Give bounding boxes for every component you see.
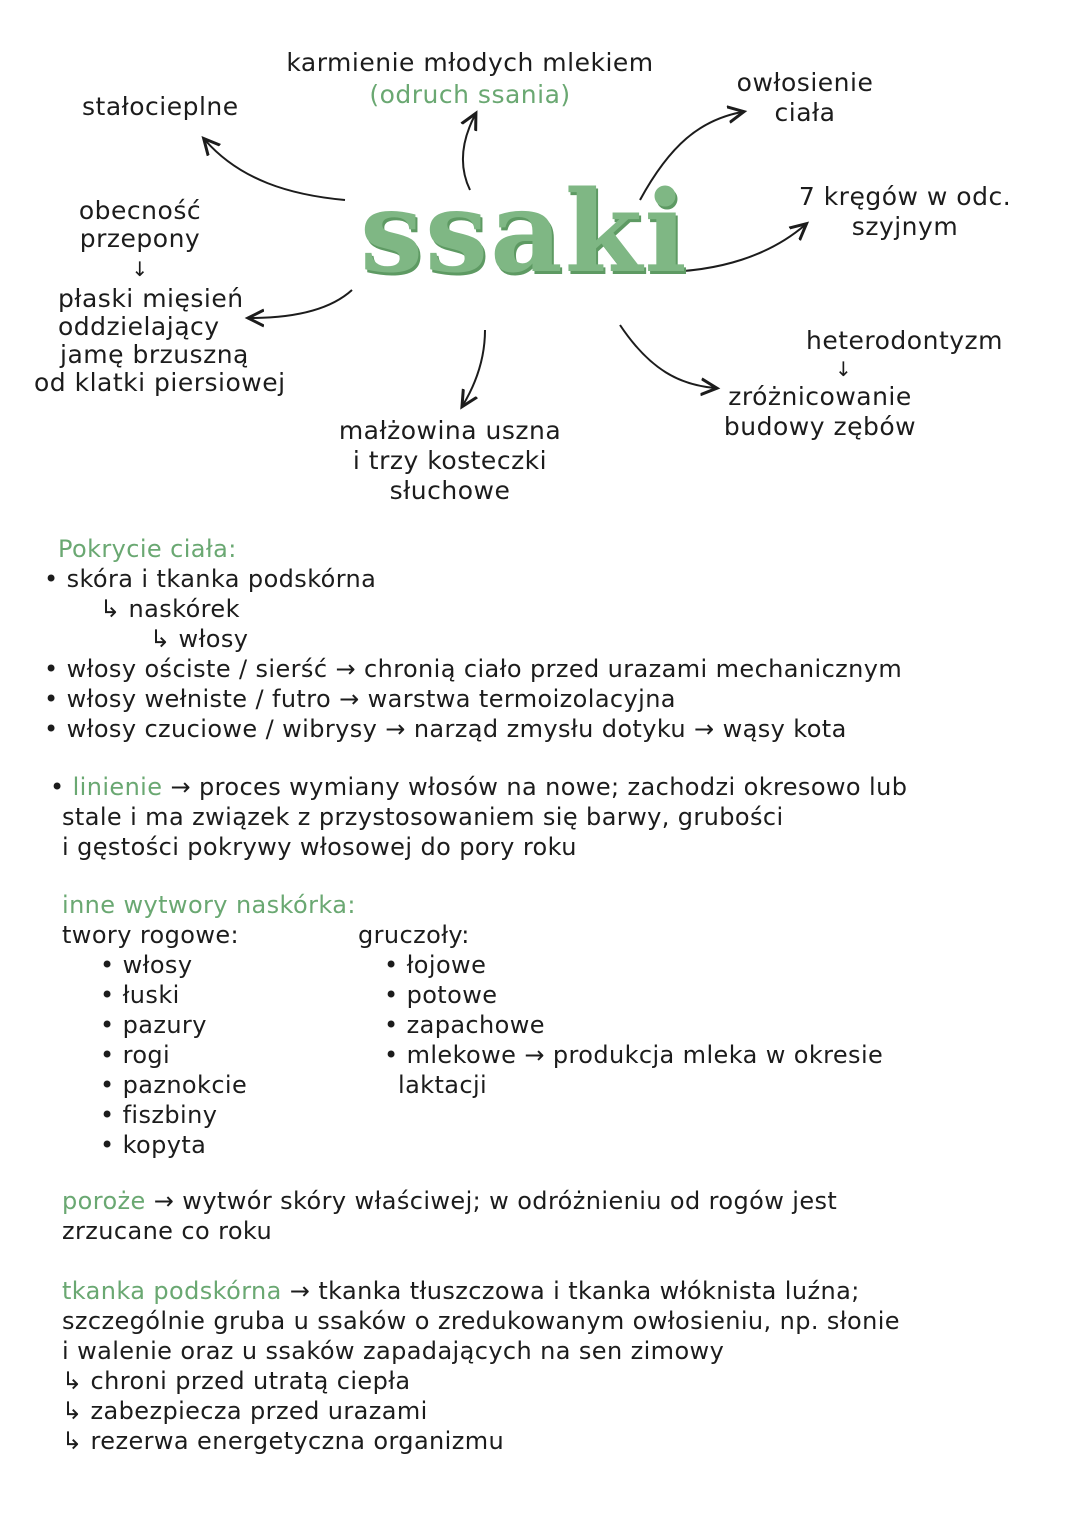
- mindmap-kregi-line2: szyjnym: [851, 212, 959, 241]
- twory-item: • fiszbiny: [100, 1101, 218, 1129]
- mindmap-karmienie: karmienie młodych mlekiem: [286, 48, 654, 77]
- tkanka-bullet-urazy: ↳ zabezpiecza przed urazami: [62, 1397, 428, 1425]
- mindmap-plaski-line4: od klatki piersiowej: [34, 368, 286, 397]
- poroze-line2: zrzucane co roku: [62, 1217, 273, 1245]
- linienie-line3: i gęstości pokrywy włosowej do pory roku: [62, 833, 577, 861]
- mindmap-obecnosc-arrow: ↓: [131, 257, 149, 281]
- twory-item: • pazury: [100, 1011, 207, 1039]
- twory-item: • rogi: [100, 1041, 171, 1069]
- mindmap-hetero-arrow: ↓: [835, 357, 853, 381]
- gruczoly-laktacji: laktacji: [398, 1071, 488, 1099]
- tkanka-line2: szczególnie gruba u ssaków o zredukowanym owłosieniu, np. słonie: [62, 1307, 900, 1335]
- gruczoly-item: • potowe: [384, 981, 498, 1009]
- mindmap-zroznicowanie-line2: budowy zębów: [723, 412, 917, 441]
- linienie-line1: • linienie → proces wymiany włosów na nowe; zachodzi okresowo lub: [50, 773, 908, 801]
- arrow-to-zroznicowanie: [620, 325, 715, 388]
- tkanka-bullet-cieplo: ↳ chroni przed utratą ciepła: [62, 1367, 411, 1395]
- poroze-term: poroże: [62, 1187, 146, 1215]
- gruczoly-heading: gruczoły:: [358, 921, 470, 949]
- pokrycie-line-osciste: • włosy ościste / sierść → chronią ciało przed urazami mechanicznym: [44, 655, 903, 683]
- linienie-term: linienie: [72, 773, 163, 801]
- mindmap-heterodontyzm: heterodontyzm: [806, 326, 1004, 355]
- mindmap-obecnosc-line1: obecność: [78, 196, 202, 225]
- mindmap-center-title: ssaki: [360, 167, 689, 298]
- twory-item: • kopyta: [100, 1131, 207, 1159]
- pokrycie-line-czuciowe: • włosy czuciowe / wibrysy → narząd zmysłu dotyku → wąsy kota: [44, 715, 847, 743]
- twory-rogowe-heading: twory rogowe:: [62, 921, 240, 949]
- linienie-line2: stale i ma związek z przystosowaniem się barwy, grubości: [62, 803, 784, 831]
- tkanka-bullet-rezerwa: ↳ rezerwa energetyczna organizmu: [62, 1427, 505, 1455]
- pokrycie-line-naskorek: ↳ naskórek: [100, 595, 240, 623]
- tkanka-term: tkanka podskórna: [62, 1277, 282, 1305]
- mindmap-plaski-line1: płaski mięsień: [58, 284, 244, 313]
- arrow-to-statocieplne: [205, 140, 345, 200]
- poroze-line1: [62, 1186, 837, 1216]
- mindmap-owlosienie-line2: ciała: [774, 98, 836, 127]
- mindmap-malzowina-line3: słuchowe: [389, 476, 511, 505]
- tkanka-line3: i walenie oraz u ssaków zapadających na sen zimowy: [62, 1337, 725, 1365]
- mindmap-owlosienie-line1: owłosienie: [736, 68, 874, 97]
- wytwory-heading: inne wytwory naskórka:: [62, 891, 356, 919]
- gruczoly-item: • zapachowe: [384, 1011, 545, 1039]
- gruczoly-item: • mlekowe → produkcja mleka w okresie: [384, 1041, 884, 1069]
- linienie-text1: → proces wymiany włosów na nowe; zachodzi okresowo lub: [162, 773, 908, 801]
- mindmap-odruch-ssania: (odruch ssania): [369, 80, 571, 109]
- mindmap-plaski-line2: oddzielający: [58, 312, 220, 341]
- poroze-text1: → wytwór skóry właściwej; w odróżnieniu od rogów jest: [145, 1187, 838, 1215]
- pokrycie-line-skora: • skóra i tkanka podskórna: [44, 565, 377, 593]
- mindmap-plaski-line3: jamę brzuszną: [60, 340, 249, 369]
- arrow-to-malzowina: [463, 330, 485, 405]
- twory-item: • paznokcie: [100, 1071, 248, 1099]
- twory-item: • łuski: [100, 981, 180, 1009]
- mindmap-zroznicowanie-line1: zróżnicowanie: [728, 382, 912, 411]
- mindmap-malzowina-line2: i trzy kosteczki: [352, 446, 548, 475]
- arrow-to-plaski: [250, 290, 352, 318]
- mindmap-stalocieplne: stałocieplne: [82, 92, 239, 121]
- tkanka-text1: → tkanka tłuszczowa i tkanka włóknista luźna;: [281, 1277, 860, 1305]
- pokrycie-line-welniste: • włosy wełniste / futro → warstwa termoizolacyjna: [44, 685, 676, 713]
- tkanka-line1: [62, 1276, 860, 1306]
- mindmap-obecnosc-line2: przepony: [79, 224, 201, 253]
- gruczoly-item: • łojowe: [384, 951, 487, 979]
- mindmap-malzowina-line1: małżowina uszna: [338, 416, 562, 445]
- twory-item: • włosy: [100, 951, 193, 979]
- pokrycie-line-wlosy: ↳ włosy: [150, 625, 249, 653]
- pokrycie-heading: Pokrycie ciała:: [58, 535, 237, 563]
- mindmap-kregi-line1: 7 kręgów w odc.: [798, 182, 1012, 211]
